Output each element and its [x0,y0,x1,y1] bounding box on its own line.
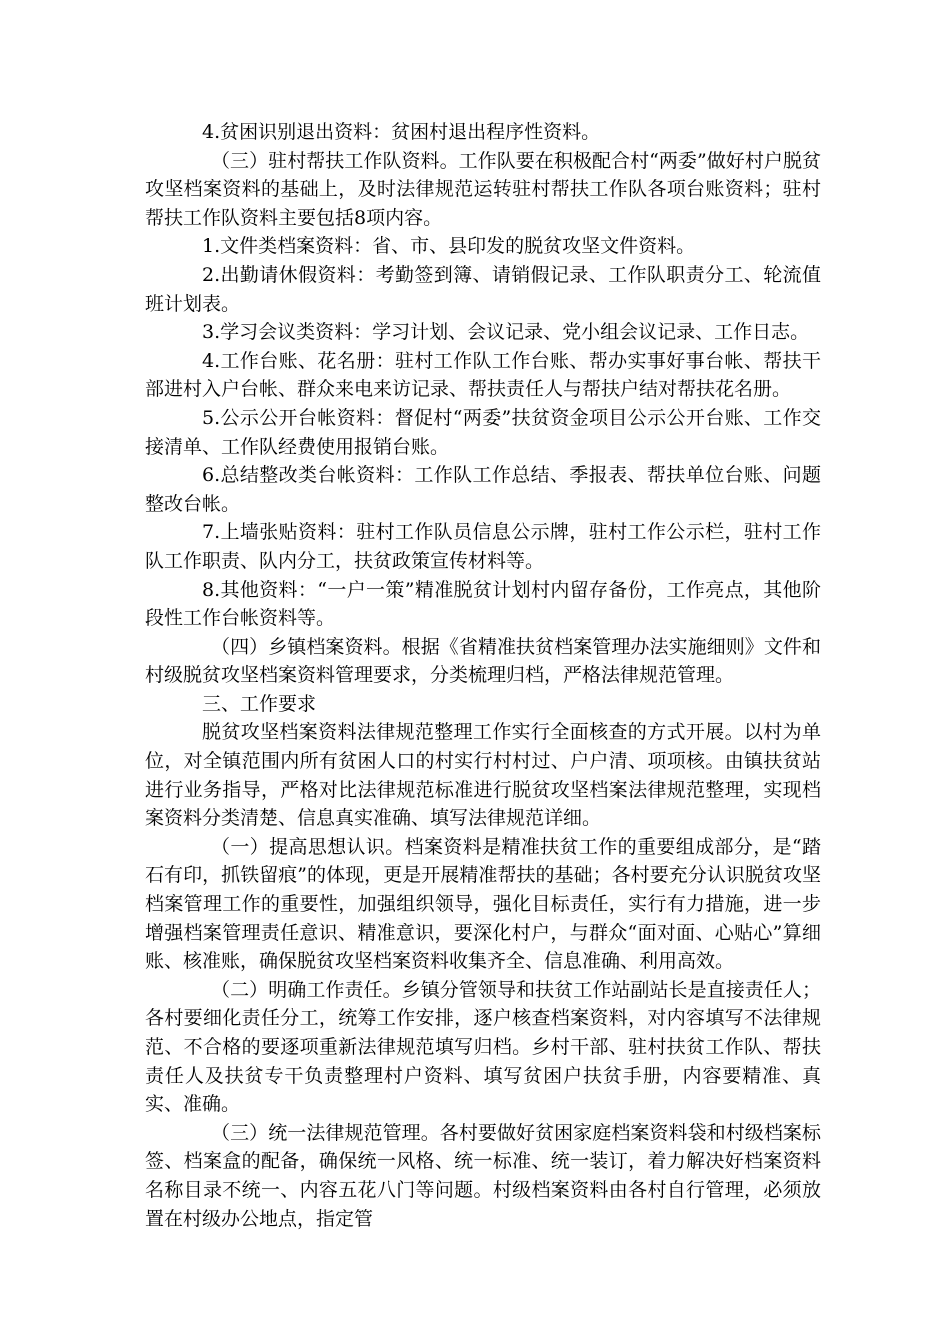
paragraph: 2.出勤请休假资料：考勤签到簿、请销假记录、工作队职责分工、轮流值班计划表。 [145,263,821,315]
document-page [145,118,821,1233]
paragraph: 1.文件类档案资料：省、市、县印发的脱贫攻坚文件资料。 [202,235,696,258]
paragraph: 4.工作台账、花名册：驻村工作队工作台账、帮办实事好事台帐、帮扶干部进村入户台帐、群众来电来访记录、帮扶责任人与帮扶户结对帮扶花名册。 [145,349,821,401]
paragraph: 4.贫困识别退出资料：贫困村退出程序性资料。 [202,121,601,143]
paragraph: 8.其他资料：“一户一策”精准脱贫计划村内留存备份，工作亮点，其他阶段性工作台帐资料等。 [145,578,821,630]
paragraph: （三）统一法律规范管理。各村要做好贫困家庭档案资料袋和村级档案标签、档案盒的配备，确保统一风格、统一标准、统一装订，着力解决好档案资料名称目录不统一、内容五花八门等问题。村级档案资料由各村自行管理，必须放置在村级办公地点，指定管 [145,1121,821,1230]
paragraph: （三）驻村帮扶工作队资料。工作队要在积极配合村“两委”做好村户脱贫攻坚档案资料的基础上，及时法律规范运转驻村帮扶工作队各项台账资料；驻村帮扶工作队资料主要包括8项内容。 [145,149,821,229]
paragraph: （二）明确工作责任。乡镇分管领导和扶贫工作站副站长是直接责任人；各村要细化责任分工，统筹工作安排，逐户核查档案资料，对内容填写不法律规范、不合格的要逐项重新法律规范填写归档。乡村干部、驻村扶贫工作队、帮扶责任人及扶贫专干负责整理村户资料、填写贫困户扶贫手册，内容要精准、真实、准确。 [145,978,821,1116]
section-heading: 三、工作要求 [202,692,317,715]
paragraph: 脱贫攻坚档案资料法律规范整理工作实行全面核查的方式开展。以村为单位，对全镇范围内所有贫困人口的村实行村村过、户户清、项项核。由镇扶贫站进行业务指导，严格对比法律规范标准进行脱贫攻坚档案法律规范整理，实现档案资料分类清楚、信息真实准确、填写法律规范详细。 [145,721,821,830]
paragraph: 5.公示公开台帐资料：督促村“两委”扶贫资金项目公示公开台账、工作交接清单、工作队经费使用报销台账。 [145,406,821,458]
paragraph: （一）提高思想认识。档案资料是精准扶贫工作的重要组成部分，是“踏石有印，抓铁留痕”的体现，更是开展精准帮扶的基础；各村要充分认识脱贫攻坚档案管理工作的重要性，加强组织领导，强化目标责任，实行有力措施，进一步增强档案管理责任意识、精准意识，要深化村户，与群众“面对面、心贴心”算细账、核准账，确保脱贫攻坚档案资料收集齐全、信息准确、利用高效。 [145,835,821,973]
paragraph: 3.学习会议类资料：学习计划、会议记录、党小组会议记录、工作日志。 [202,321,810,344]
paragraph: （四）乡镇档案资料。根据《省精准扶贫档案管理办法实施细则》文件和村级脱贫攻坚档案资料管理要求，分类梳理归档，严格法律规范管理。 [145,635,821,687]
paragraph: 6.总结整改类台帐资料：工作队工作总结、季报表、帮扶单位台账、问题整改台帐。 [145,464,821,515]
paragraph: 7.上墙张贴资料：驻村工作队员信息公示牌，驻村工作公示栏，驻村工作队工作职责、队内分工，扶贫政策宣传材料等。 [145,521,821,572]
